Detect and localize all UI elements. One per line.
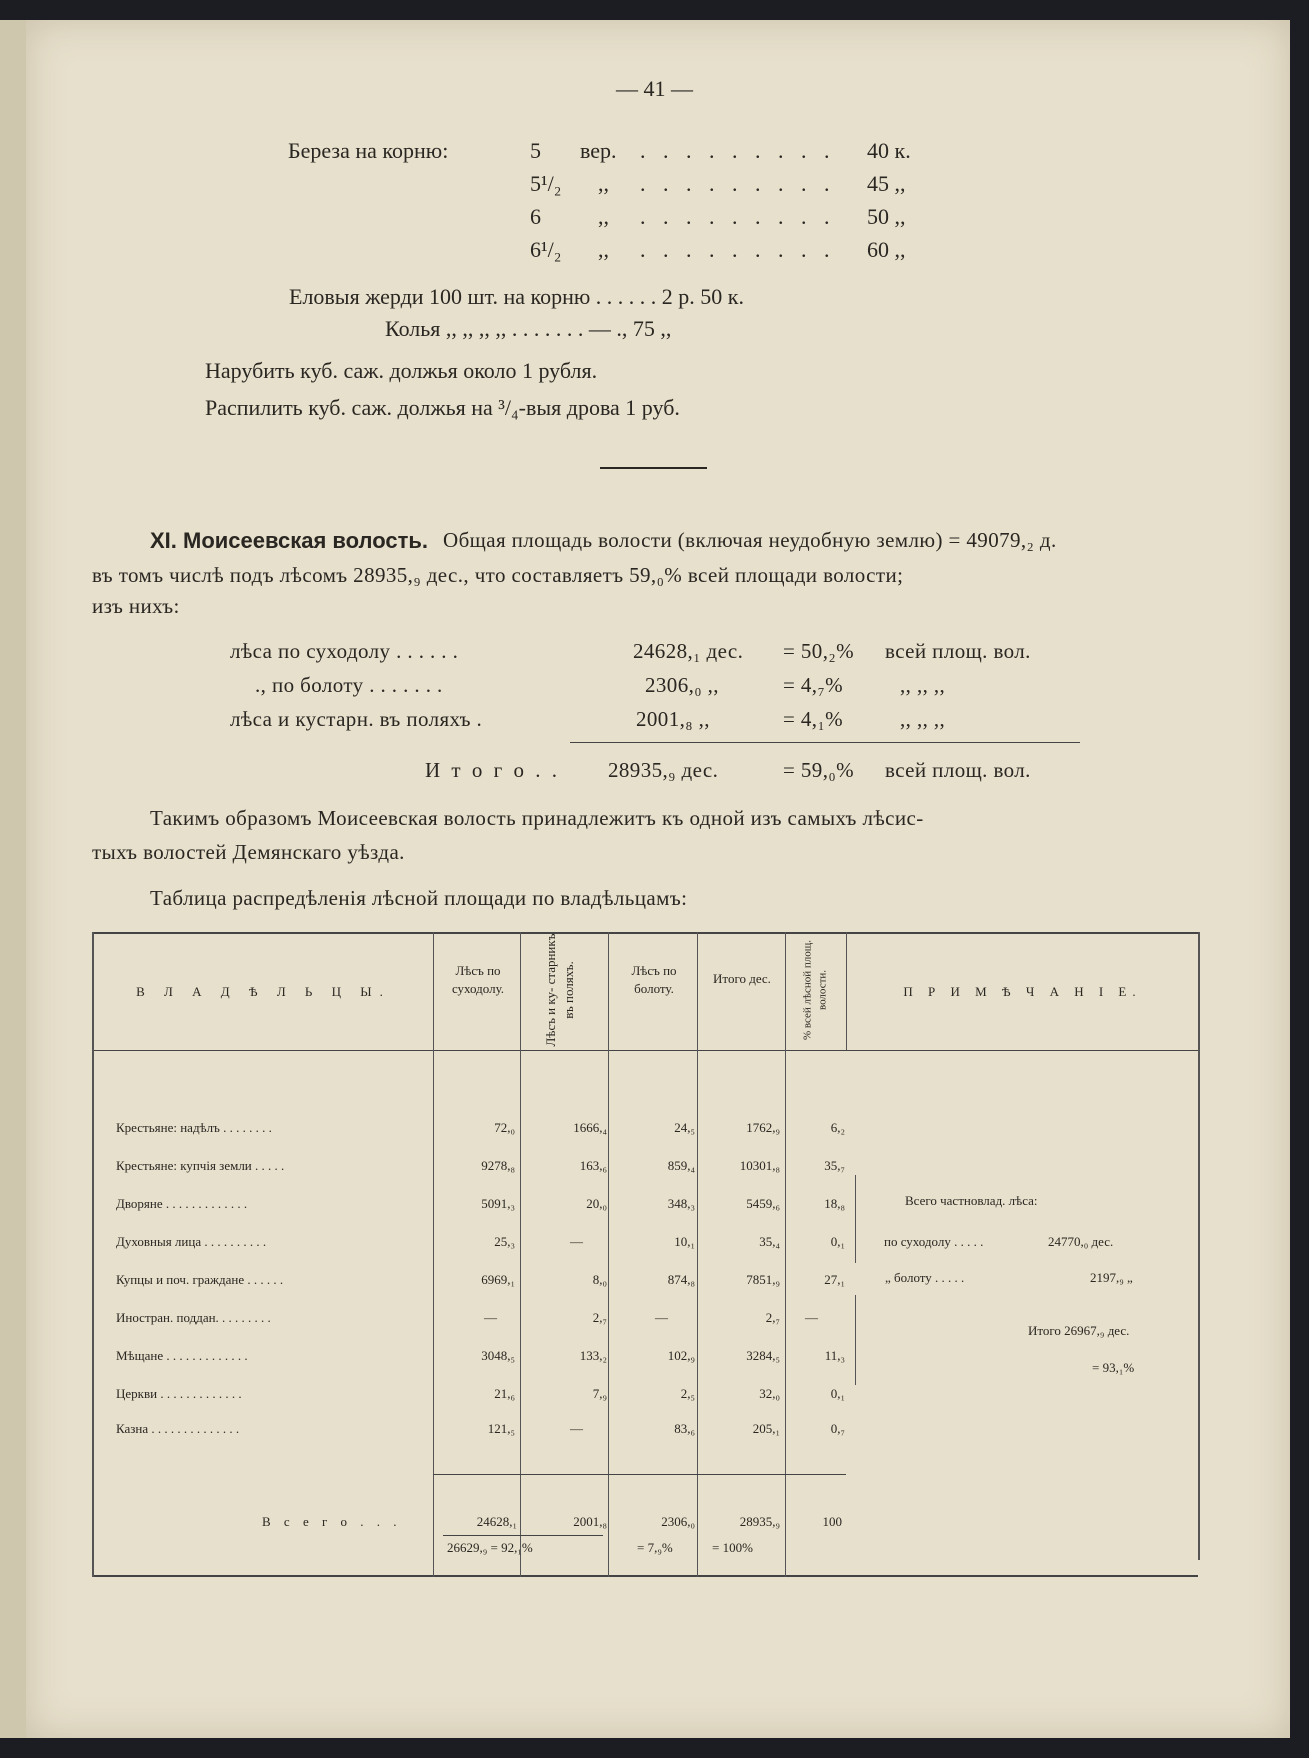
price-dots: . . . . . . . . . xyxy=(640,204,836,229)
price-dots: . . . . . . . . . xyxy=(640,171,836,196)
price-size: 6¹/₂ xyxy=(530,237,562,262)
forest-row-eq: = 4,₁% xyxy=(783,707,844,731)
price-dots: . . . . . . . . . xyxy=(640,138,836,163)
note-suhodol-value: 24770,₀ дес. xyxy=(1048,1234,1114,1249)
pct-cell: 0,₁ xyxy=(830,1386,845,1401)
forest-row-label: ., по болоту . . . . . . . xyxy=(255,673,443,697)
kustar-cell: 1666,₄ xyxy=(573,1120,607,1135)
forest-row-value: 24628,₁ дес. xyxy=(633,639,744,663)
pct-cell: — xyxy=(805,1310,818,1325)
elovye-line: Еловыя жерди 100 шт. на корню . . . . . . 2 р. 50 к. xyxy=(289,284,744,309)
totals-boloto-pct: = 7,₉% xyxy=(637,1540,673,1555)
price-value: 40 к. xyxy=(867,138,911,163)
owner-cell: Казна . . . . . . . . . . . . . . xyxy=(116,1421,240,1436)
forest-row-tail: всей площ. вол. xyxy=(885,639,1031,663)
totals-rule xyxy=(433,1474,846,1475)
page-number: — 41 — xyxy=(616,76,693,101)
pct-cell: 0,₁ xyxy=(830,1234,845,1249)
suhodol-cell: 121,₅ xyxy=(487,1421,515,1436)
col-divider xyxy=(785,932,786,1577)
total-label: И т о г о . . xyxy=(425,758,560,782)
header-itogo: Итого дес. xyxy=(713,971,771,986)
boloto-cell: 859,₄ xyxy=(667,1158,695,1173)
pct-cell: 11,₃ xyxy=(824,1348,845,1363)
itogo-cell: 5459,₆ xyxy=(746,1196,780,1211)
totals-kustar: 2001,₈ xyxy=(573,1514,607,1529)
price-value: 45 ,, xyxy=(867,171,906,196)
price-unit: ,, xyxy=(598,204,609,229)
total-eq: = 59,₀% xyxy=(783,758,854,782)
total-tail: всей площ. вол. xyxy=(885,758,1031,782)
owner-cell: Мѣщане . . . . . . . . . . . . . xyxy=(116,1348,248,1363)
itogo-cell: 32,₀ xyxy=(759,1386,780,1401)
owner-cell: Купцы и поч. граждане . . . . . . xyxy=(116,1272,284,1287)
header-pct: % всей лѣсной площ. волости. xyxy=(801,939,829,1041)
section-separator xyxy=(600,467,707,469)
intro-line-3: изъ нихъ: xyxy=(92,594,180,618)
itogo-cell: 10301,₈ xyxy=(739,1158,780,1173)
forest-row-label: лѣса по суходолу . . . . . . xyxy=(230,639,459,663)
sum-rule xyxy=(570,742,1080,743)
forest-row-tail: ,, ,, ,, xyxy=(900,707,946,731)
conclusion-line-1: Такимъ образомъ Моисеевская волость принадлежитъ къ одной изъ самыхъ лѣсис- xyxy=(150,806,924,830)
suhodol-cell: 3048,₅ xyxy=(481,1348,515,1363)
boloto-cell: 24,₅ xyxy=(674,1120,695,1135)
boloto-cell: 348,₃ xyxy=(667,1196,695,1211)
boloto-cell: 874,₈ xyxy=(667,1272,695,1287)
price-unit: ,, xyxy=(598,171,609,196)
owner-cell: Крестьяне: надѣлъ . . . . . . . . xyxy=(116,1120,272,1135)
boloto-cell: 102,₉ xyxy=(667,1348,695,1363)
price-size: 5 xyxy=(530,138,541,163)
kustar-cell: — xyxy=(570,1234,583,1249)
suhodol-cell: 25,₃ xyxy=(494,1234,515,1249)
forest-row-eq: = 4,₇% xyxy=(783,673,844,697)
price-value: 50 ,, xyxy=(867,204,906,229)
suhodol-cell: 21,₆ xyxy=(494,1386,515,1401)
owner-cell: Крестьяне: купчія земли . . . . . xyxy=(116,1158,285,1173)
itogo-cell: 3284,₅ xyxy=(746,1348,780,1363)
table-top-rule xyxy=(92,932,1198,934)
itogo-cell: 2,₇ xyxy=(765,1310,780,1325)
owner-cell: Духовныя лица . . . . . . . . . . xyxy=(116,1234,267,1249)
suhodol-cell: 6969,₁ xyxy=(481,1272,515,1287)
pct-cell: 27,₁ xyxy=(824,1272,845,1287)
table-caption: Таблица распредѣленія лѣсной площади по владѣльцамъ: xyxy=(150,886,688,910)
suhodol-cell: 5091,₃ xyxy=(481,1196,515,1211)
owner-cell: Иностран. поддан. . . . . . . . . xyxy=(116,1310,271,1325)
totals-itogo-pct: = 100% xyxy=(712,1540,753,1555)
header-suhodol: Лѣсъ по суходолу. xyxy=(451,963,505,996)
kustar-cell: 7,₉ xyxy=(592,1386,607,1401)
totals-pct: 100 xyxy=(822,1514,842,1529)
header-owners: В Л А Д Ѣ Л Ь Ц Ы. xyxy=(136,984,391,999)
kustar-cell: 20,₀ xyxy=(586,1196,607,1211)
forest-row-label: лѣса и кустарн. въ поляхъ . xyxy=(230,707,483,731)
totals-itogo: 28935,₉ xyxy=(739,1514,780,1529)
note-suhodol-label: по суходолу . . . . . xyxy=(884,1234,984,1249)
note-title: Всего частновлад. лѣса: xyxy=(905,1193,1038,1208)
kustar-cell: 133,₂ xyxy=(579,1348,607,1363)
col-divider xyxy=(608,932,609,1577)
col-divider xyxy=(846,932,847,1050)
kolya-line: Колья ,, ,, ,, ,, . . . . . . . — ., 75 ,, xyxy=(385,316,672,341)
itogo-cell: 7851,₉ xyxy=(746,1272,780,1287)
owner-cell: Дворяне . . . . . . . . . . . . . xyxy=(116,1196,248,1211)
boloto-cell: 83,₆ xyxy=(674,1421,695,1436)
forest-row-value: 2306,₀ ,, xyxy=(645,673,719,697)
kustar-cell: — xyxy=(570,1421,583,1436)
col-divider xyxy=(697,932,698,1577)
suhodol-cell: 72,₀ xyxy=(494,1120,515,1135)
header-note: П Р И М Ѣ Ч А Н І Е. xyxy=(903,984,1142,999)
table-left-border xyxy=(92,932,94,1577)
kustar-cell: 2,₇ xyxy=(592,1310,607,1325)
total-value: 28935,₉ дес. xyxy=(608,758,719,782)
note-boloto-label: „ болоту . . . . . xyxy=(885,1270,965,1285)
forest-row-eq: = 50,₂% xyxy=(783,639,854,663)
suhodol-cell: 9278,₈ xyxy=(481,1158,515,1173)
conclusion-line-2: тыхъ волостей Демянскаго уѣзда. xyxy=(92,840,405,864)
totals-boloto: 2306,₀ xyxy=(661,1514,695,1529)
header-boloto: Лѣсъ по болоту. xyxy=(631,963,677,996)
note-pct: = 93,₁% xyxy=(1092,1360,1135,1375)
narubit-line: Нарубить куб. саж. должья около 1 рубля. xyxy=(205,358,598,383)
price-unit: ,, xyxy=(598,237,609,262)
pct-cell: 35,₇ xyxy=(824,1158,845,1173)
intro-line-2: въ томъ числѣ подъ лѣсомъ 28935,₉ дес., что составляетъ 59,₀% всей площади волости; xyxy=(92,563,904,587)
price-unit: вер. xyxy=(580,138,617,163)
kustar-cell: 163,₆ xyxy=(579,1158,607,1173)
note-bracket xyxy=(855,1175,856,1263)
totals-sub-rule xyxy=(443,1535,603,1536)
section-heading: XI. Моисеевская волость. xyxy=(150,528,429,553)
col-divider xyxy=(520,932,521,1577)
document-page xyxy=(26,20,1290,1738)
pct-cell: 6,₂ xyxy=(830,1120,845,1135)
totals-combined: 26629,₉ = 92,₁% xyxy=(447,1540,533,1555)
bereza-label: Береза на корню: xyxy=(288,138,449,163)
intro-line-1: Общая площадь волости (включая неудобную землю) = 49079,₂ д. xyxy=(443,528,1057,552)
note-total: Итого 26967,₉ дес. xyxy=(1028,1323,1130,1338)
itogo-cell: 205,₁ xyxy=(752,1421,780,1436)
pct-cell: 18,₈ xyxy=(824,1196,845,1211)
header-kustar: Лѣсъ и ку- старникъ въ поляхъ. xyxy=(543,933,576,1047)
price-size: 6 xyxy=(530,204,541,229)
price-dots: . . . . . . . . . xyxy=(640,237,836,262)
note-boloto-value: 2197,₉ „ xyxy=(1090,1270,1133,1285)
col-divider xyxy=(433,932,434,1577)
itogo-cell: 35,₄ xyxy=(759,1234,780,1249)
price-size: 5¹/₂ xyxy=(530,171,562,196)
owner-cell: Церкви . . . . . . . . . . . . . xyxy=(116,1386,242,1401)
forest-row-value: 2001,₈ ,, xyxy=(636,707,710,731)
pct-cell: 0,₇ xyxy=(830,1421,845,1436)
price-value: 60 ,, xyxy=(867,237,906,262)
forest-row-tail: ,, ,, ,, xyxy=(900,673,946,697)
suhodol-cell: — xyxy=(484,1310,497,1325)
totals-suhodol: 24628,₁ xyxy=(476,1514,517,1529)
note-bracket xyxy=(855,1295,856,1385)
kustar-cell: 8,₀ xyxy=(592,1272,607,1287)
totals-label: В с е г о . . . xyxy=(262,1514,402,1529)
table-bottom-rule xyxy=(92,1575,1198,1577)
boloto-cell: 10,₁ xyxy=(674,1234,695,1249)
boloto-cell: — xyxy=(655,1310,668,1325)
table-header-rule xyxy=(92,1050,1198,1051)
table-right-border xyxy=(1198,932,1200,1560)
left-page-edge xyxy=(0,20,26,1738)
itogo-cell: 1762,₉ xyxy=(746,1120,780,1135)
raspilit-line: Распилить куб. саж. должья на ³/₄-выя дрова 1 руб. xyxy=(205,395,680,420)
boloto-cell: 2,₅ xyxy=(680,1386,695,1401)
